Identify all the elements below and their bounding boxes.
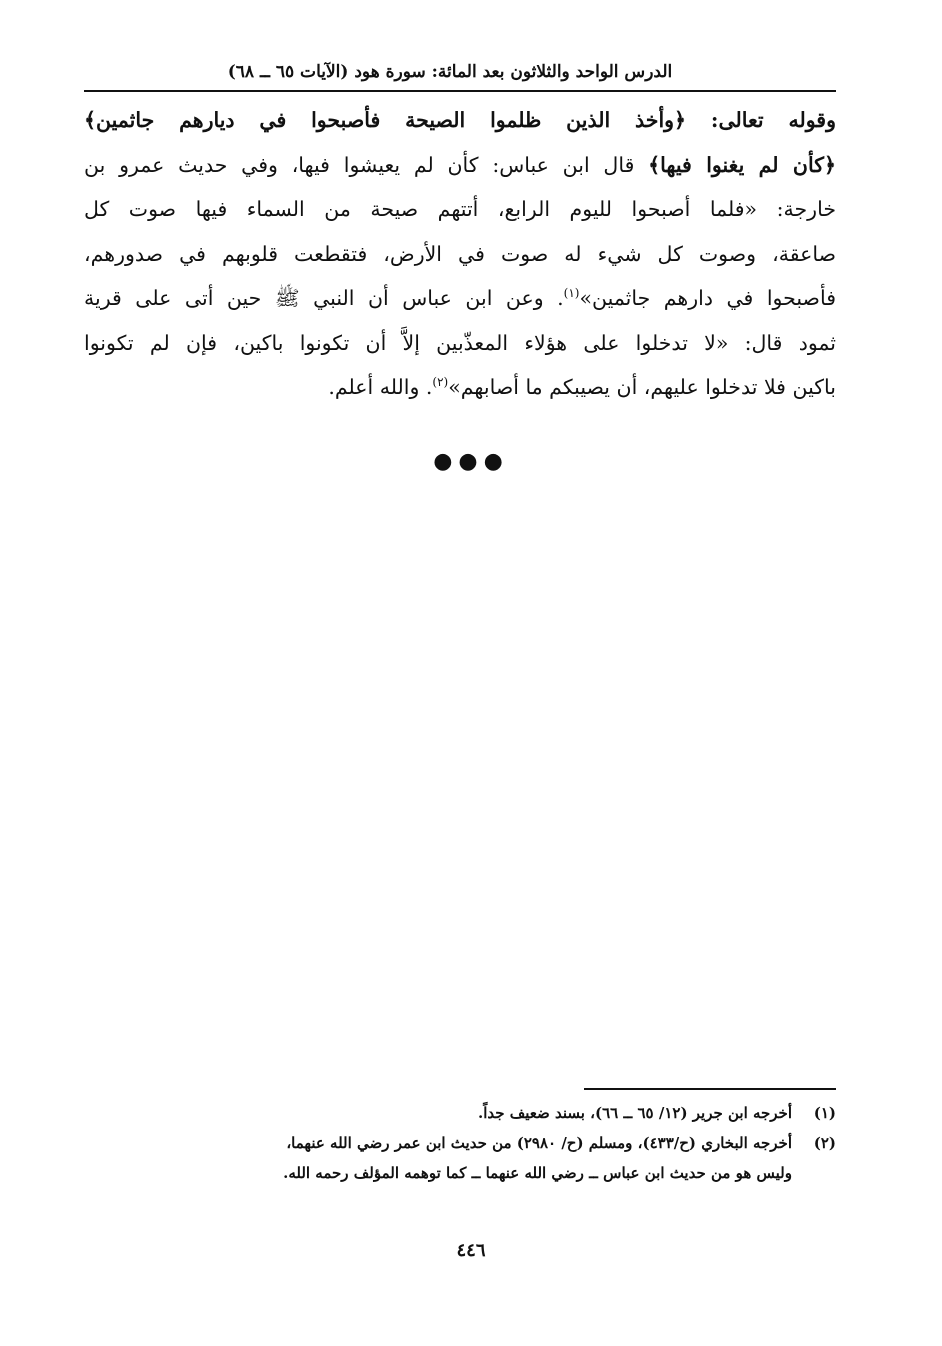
body-line xyxy=(84,321,836,366)
body-line-text: خارجة: «فلما أصبحوا لليوم الرابع، أتتهم صيحة من السماء فيها صوت كل xyxy=(84,197,836,221)
section-divider-dots: ●●● xyxy=(433,449,509,474)
body-line xyxy=(84,98,836,143)
footnote-item xyxy=(84,1098,836,1128)
body-line xyxy=(84,232,836,277)
footnote-item xyxy=(84,1128,836,1188)
body-line-text: باكين فلا تدخلوا عليهم، أن يصيبكم ما أصابهم» xyxy=(448,375,836,399)
quran-verse: ﴿وأخذ الذين ظلموا الصيحة فأصبحوا في ديارهم جاثمين﴾ xyxy=(84,108,687,132)
body-line xyxy=(84,187,836,232)
body-line xyxy=(84,365,836,410)
body-line-text: فأصبحوا في دارهم جاثمين» xyxy=(579,286,836,310)
body-line xyxy=(84,276,836,321)
body-line-text: . وعن ابن عباس أن النبي ﷺ حين أتى على قرية xyxy=(84,286,564,310)
body-line-text: قال ابن عباس: كأن لم يعيشوا فيها، وفي حديث عمرو بن xyxy=(84,152,649,177)
body-line-lead: وقوله تعالى: xyxy=(686,108,836,132)
footnote-number: (١) xyxy=(813,1104,836,1122)
footnote-number: (٢) xyxy=(813,1134,836,1152)
body-line-text: صاعقة، وصوت كل شيء له صوت في الأرض، فتقطعت قلوبهم في صدورهم، xyxy=(84,241,836,266)
body-line xyxy=(84,143,836,188)
page-number: ٤٤٦ xyxy=(456,1240,486,1261)
header-rule xyxy=(84,90,836,92)
footnote-reference[interactable]: (٢) xyxy=(432,375,449,390)
quran-verse: ﴿كأن لم يغنوا فيها﴾ xyxy=(648,152,836,177)
footnote-text: أخرجه ابن جرير (١٢/ ٦٥ ــ ٦٦)، بسند ضعيف جداً. xyxy=(478,1104,792,1122)
footnotes xyxy=(84,1098,836,1188)
footnote-text: وليس هو من حديث ابن عباس ــ رضي الله عنهما ــ كما توهمه المؤلف رحمه الله. xyxy=(283,1164,792,1182)
footnote-rule xyxy=(584,1088,836,1090)
body-line-text: ثمود قال: «لا تدخلوا على هؤلاء المعذّبين إلاَّ أن تكونوا باكين، فإن لم تكونوا xyxy=(84,330,836,355)
footnote-reference[interactable]: (١) xyxy=(563,286,580,301)
body-text xyxy=(84,98,836,410)
footnote-text: أخرجه البخاري (ح/٤٣٣)، ومسلم (ح/ ٢٩٨٠) من حديث ابن عمر رضي الله عنهما، xyxy=(286,1134,792,1152)
body-line-text: . والله أعلم. xyxy=(328,375,433,399)
running-header: الدرس الواحد والثلاثون بعد المائة: سورة هود (الآيات ٦٥ ــ ٦٨) xyxy=(227,62,673,82)
